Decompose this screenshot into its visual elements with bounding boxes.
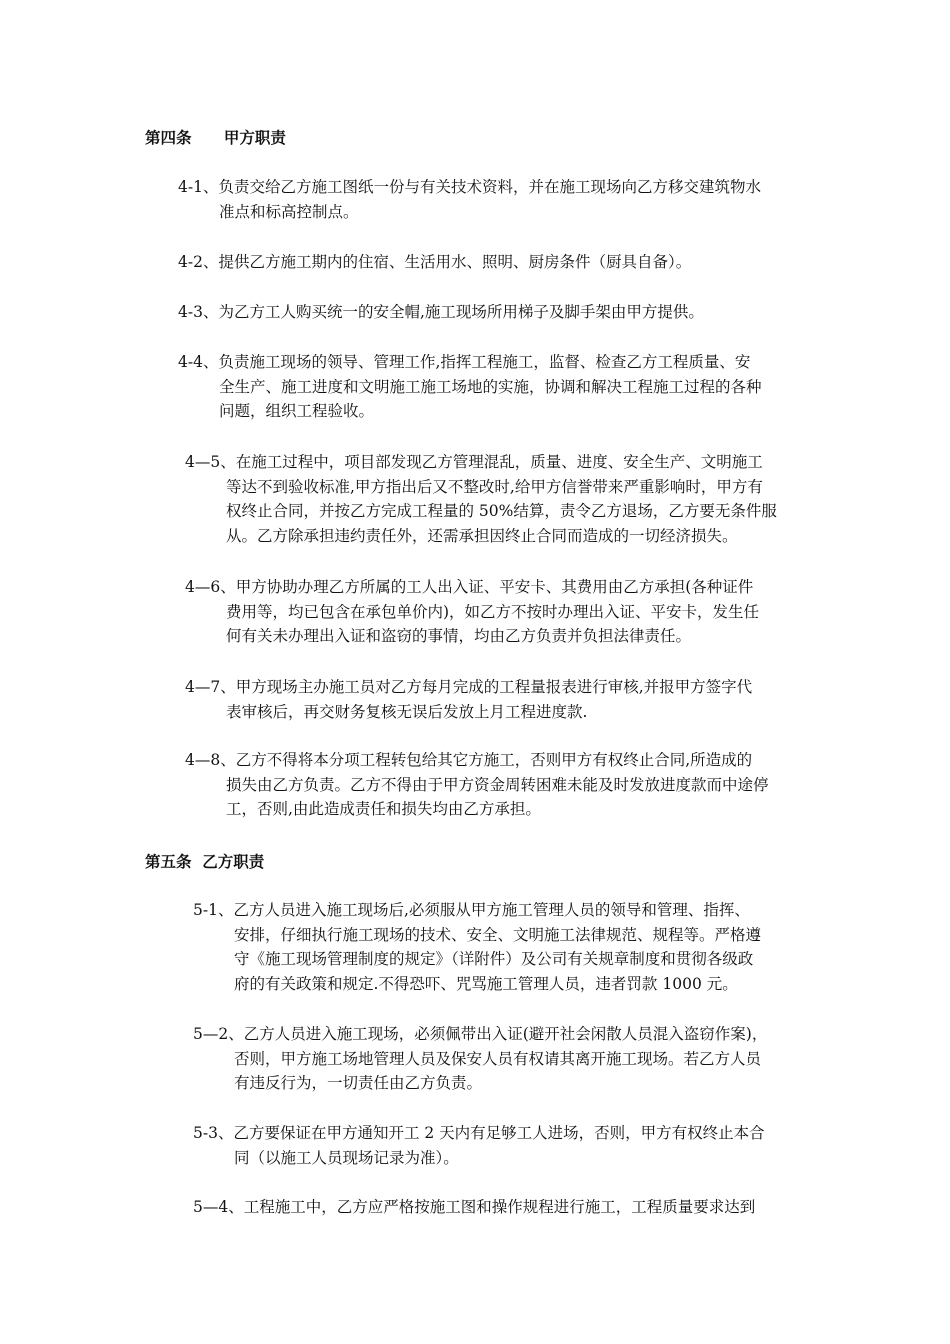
clause-line: 4—6、甲方协助办理乙方所属的工人出入证、平安卡、其费用由乙方承担(各种证件 [185,578,754,596]
clause-line: 等达不到验收标准,甲方指出后又不整改时,给甲方信誉带来严重影响时，甲方有 [226,477,763,496]
clause-line: 5—2、乙方人员进入施工现场，必须佩带出入证(避开社会闲散人员混入盗窃作案)， [193,1025,768,1043]
clause-line: 费用等，均已包含在承包单价内)，如乙方不按时办理出入证、平安卡，发生任 [226,602,760,621]
clause-4-5 [185,450,777,548]
clause-4-8 [185,748,769,822]
clause-line: 4-1、负责交给乙方施工图纸一份与有关技术资料，并在施工现场向乙方移交建筑物水 [178,178,761,196]
clause-line: 府的有关政策和规定.不得恐吓、咒骂施工管理人员，违者罚款 1000 元。 [234,974,738,993]
clause-line: 安排，仔细执行施工现场的技术、安全、文明施工法律规范、规程等。严格遵 [234,925,762,944]
clause-line: 损失由乙方负责。乙方不得由于甲方资金周转困难未能及时发放进度款而中途停 [226,775,769,794]
section-5-heading: 第五条 乙方职责 [145,852,265,871]
clause-line: 工，否则,由此造成责任和损失均由乙方承担。 [226,800,541,818]
clause-4-4 [178,350,762,424]
clause-line: 5-3、乙方要保证在甲方通知开工 2 天内有足够工人进场，否则，甲方有权终止本合 [193,1124,765,1142]
clause-line: 5—4、工程施工中，乙方应严格按施工图和操作规程进行施工，工程质量要求达到 [193,1198,756,1216]
clause-line: 守《施工现场管理制度的规定》（详附件）及公司有关规章制度和贯彻各级政 [234,950,754,968]
clause-4-6 [185,575,759,649]
clause-4-1 [178,175,761,224]
clause-line: 表审核后，再交财务复核无误后发放上月工程进度款. [226,702,588,721]
clause-line: 4—7、甲方现场主办施工员对乙方每月完成的工程量报表进行审核,并报甲方签字代 [185,678,753,696]
clause-line: 5-1、乙方人员进入施工现场后,必须服从甲方施工管理人员的领导和管理、指挥、 [193,901,750,919]
clause-line: 准点和标高控制点。 [219,202,359,221]
clause-line: 问题，组织工程验收。 [219,402,375,420]
clause-line: 4-3、为乙方工人购买统一的安全帽,施工现场所用梯子及脚手架由甲方提供。 [178,303,704,321]
clause-line: 4-2、提供乙方施工期内的住宿、生活用水、照明、厨房条件（厨具自备）。 [178,253,692,271]
clause-line: 4-4、负责施工现场的领导、管理工作,指挥工程施工，监督、检查乙方工程质量、安 [178,353,751,371]
clause-line: 4—5、在施工过程中，项目部发现乙方管理混乱，质量、进度、安全生产、文明施工 [185,453,763,471]
clause-4-3 [178,300,704,325]
clause-line: 全生产、施工进度和文明施工施工场地的实施，协调和解决工程施工过程的各种 [219,377,762,396]
clause-5-2 [193,1022,767,1096]
section-4-heading: 第四条 甲方职责 [145,128,286,147]
clause-line: 4—8、乙方不得将本分项工程转包给其它方施工，否则甲方有权终止合同,所造成的 [185,751,753,769]
clause-line: 权终止合同，并按乙方完成工程量的 50%结算，责令乙方退场，乙方要无条件服 [226,502,777,520]
clause-5-3 [193,1121,765,1170]
clause-line: 同（以施工人员现场记录为准）。 [234,1148,459,1167]
clause-line: 有违反行为，一切责任由乙方负责。 [234,1074,483,1092]
clause-line: 何有关未办理出入证和盗窃的事情，均由乙方负责并负担法律责任。 [226,627,692,645]
clause-5-1 [193,898,761,996]
clause-4-7 [185,675,752,724]
clause-line: 否则，甲方施工场地管理人员及保安人员有权请其离开施工现场。若乙方人员 [234,1049,762,1068]
clause-5-4 [193,1195,755,1220]
clause-4-2 [178,250,691,275]
clause-line: 从。乙方除承担违约责任外，还需承担因终止合同而造成的一切经济损失。 [226,526,738,545]
